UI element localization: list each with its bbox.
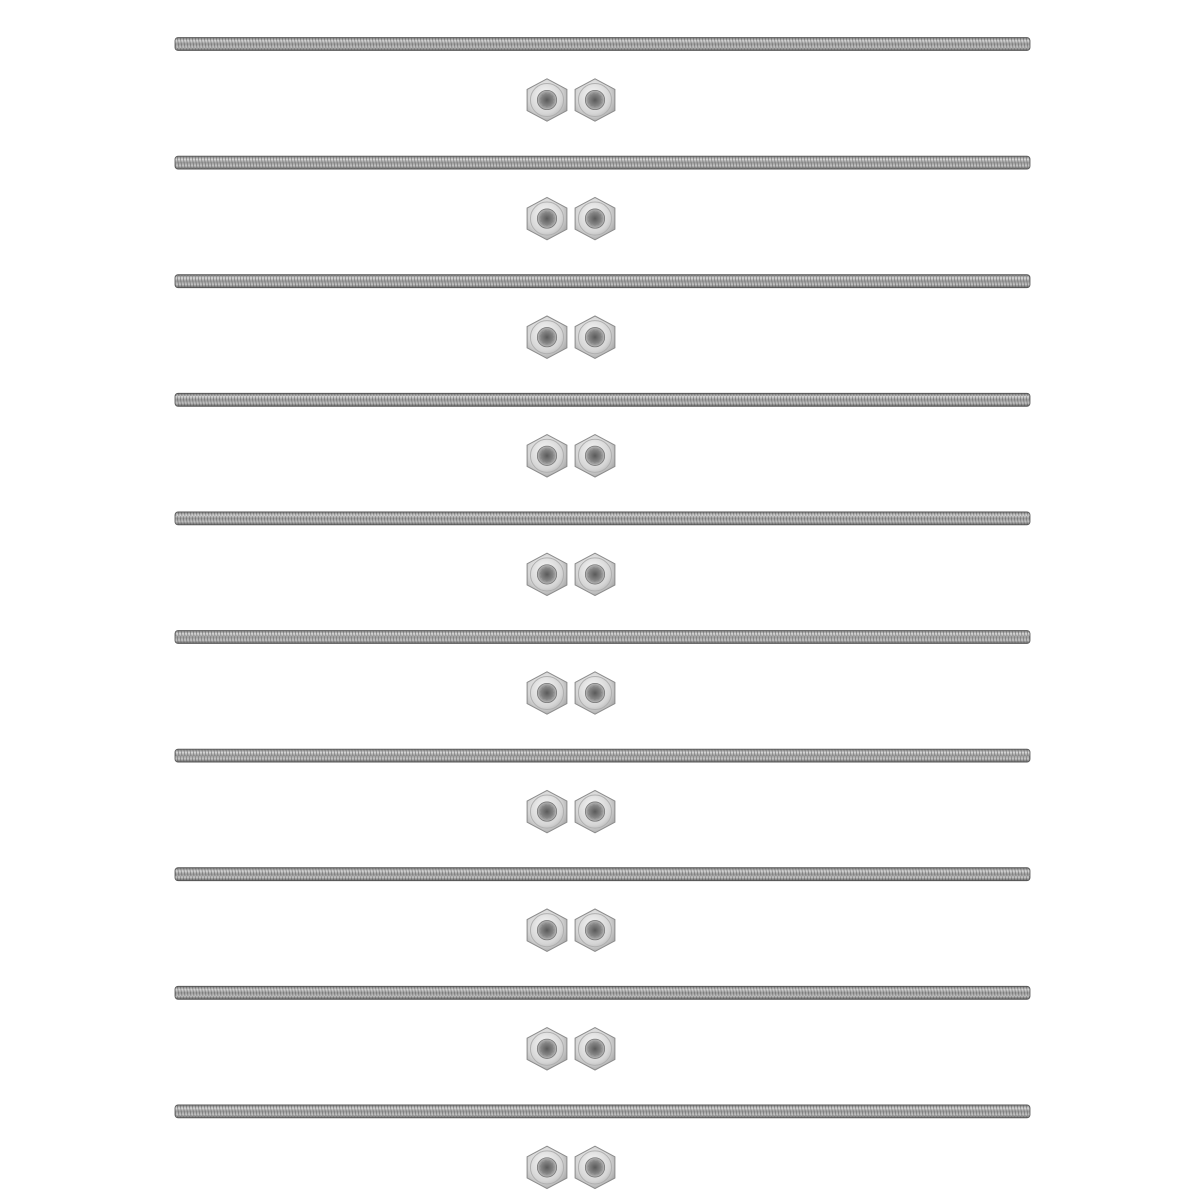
- hex-nut-pair: [527, 316, 615, 358]
- hex-nut-pair: [527, 790, 615, 832]
- hex-nut: [527, 672, 567, 714]
- threaded-rod: [175, 749, 1030, 762]
- hex-nut: [527, 197, 567, 239]
- threaded-rod: [175, 156, 1030, 169]
- hex-nut: [575, 197, 615, 239]
- hex-nut: [527, 790, 567, 832]
- hex-nut: [527, 1146, 567, 1188]
- hex-nut-pair: [527, 553, 615, 595]
- hex-nut: [575, 672, 615, 714]
- hex-nut-pair: [527, 909, 615, 951]
- hex-nut: [575, 909, 615, 951]
- hex-nut-pair: [527, 672, 615, 714]
- threaded-rod: [175, 393, 1030, 406]
- threaded-rod: [175, 38, 1030, 51]
- hex-nut-pair: [527, 1146, 615, 1188]
- hex-nut-pair: [527, 197, 615, 239]
- threaded-rod: [175, 986, 1030, 999]
- hex-nut: [575, 79, 615, 121]
- threaded-rod: [175, 1105, 1030, 1118]
- hex-nut-pair: [527, 435, 615, 477]
- hex-nut: [527, 79, 567, 121]
- hex-nut: [527, 435, 567, 477]
- hex-nut-pair: [527, 1028, 615, 1070]
- hex-nut: [575, 1146, 615, 1188]
- threaded-rod: [175, 868, 1030, 881]
- hex-nut: [575, 316, 615, 358]
- hex-nut: [527, 909, 567, 951]
- hex-nut: [575, 435, 615, 477]
- hex-nut: [527, 316, 567, 358]
- hex-nut: [527, 1028, 567, 1070]
- threaded-rod: [175, 275, 1030, 288]
- threaded-rod: [175, 631, 1030, 644]
- threaded-rod: [175, 512, 1030, 525]
- hex-nut: [527, 553, 567, 595]
- hex-nut: [575, 790, 615, 832]
- hex-nut: [575, 553, 615, 595]
- hex-nut: [575, 1028, 615, 1070]
- hex-nut-pair: [527, 79, 615, 121]
